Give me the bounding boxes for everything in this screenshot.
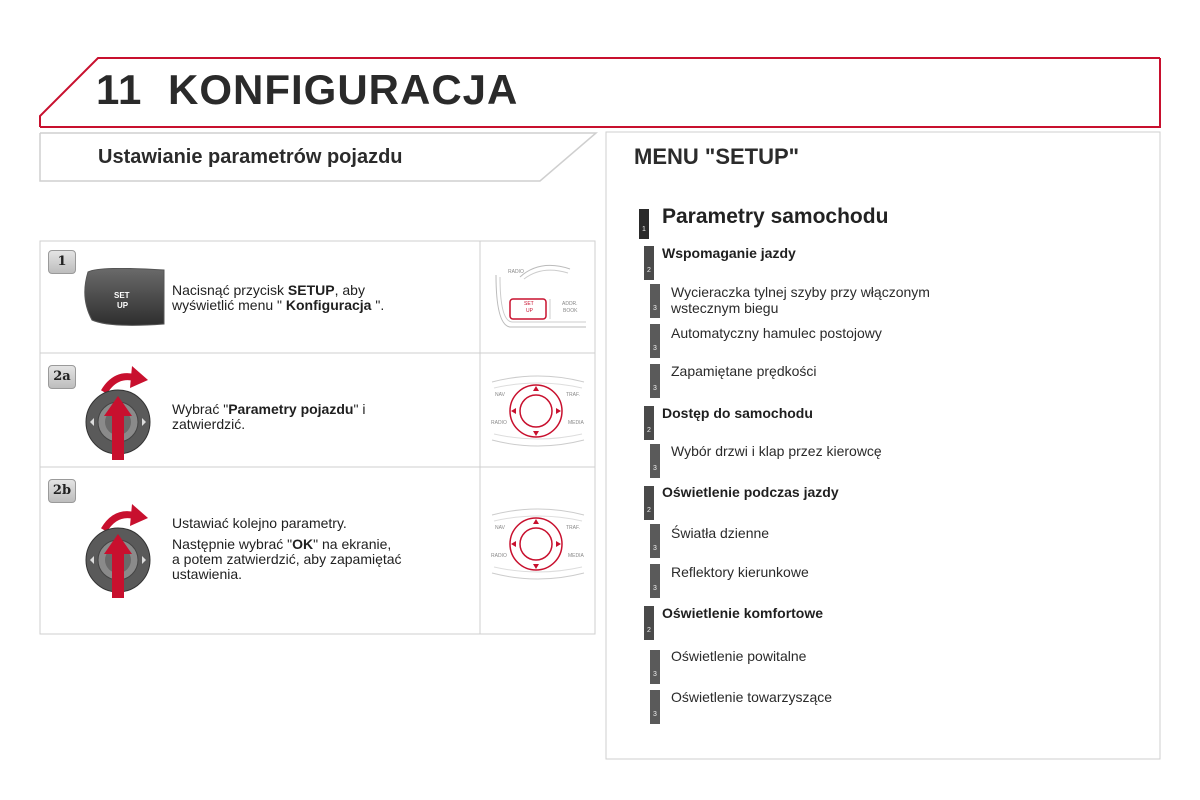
- chapter-title: KONFIGURACJA: [168, 66, 519, 113]
- menu-group-3[interactable]: Oświetlenie podczas jazdy: [662, 484, 839, 500]
- step-2b-b1: OK: [292, 536, 314, 552]
- dial-traf-label-2b: TRAF.: [566, 525, 580, 531]
- step-2b-line1: Ustawiać kolejno parametry.: [172, 515, 347, 531]
- level-marker-3: [650, 364, 660, 398]
- level-num: 2: [647, 267, 651, 274]
- step-2b-line3: a potem zatwierdzić, aby zapamiętać: [172, 551, 402, 567]
- step-1-t3: wyświetlić menu ": [172, 297, 286, 313]
- dial-drawing-2a: [488, 372, 588, 450]
- level-marker-2: [644, 406, 654, 440]
- dial-nav-label-2b: NAV: [495, 525, 505, 531]
- step-badge-2a: 2a: [48, 365, 76, 389]
- level-marker-3: [650, 650, 660, 684]
- menu-item[interactable]: Światła dzienne: [671, 525, 770, 541]
- level-num: 1: [642, 226, 646, 233]
- level-num: 2: [647, 507, 651, 514]
- step-1-b2: Konfiguracja: [285, 297, 372, 313]
- level-marker-3: [650, 284, 660, 318]
- menu-group-4[interactable]: Oświetlenie komfortowe: [662, 605, 824, 621]
- panel-addr-label: ADDR.: [562, 301, 578, 307]
- control-panel-illustration: [490, 255, 590, 335]
- menu-item[interactable]: [671, 284, 930, 316]
- dial-illustration-2a: [488, 372, 588, 450]
- step-2a-t1: Wybrać ": [172, 401, 229, 417]
- level-marker-3: [650, 690, 660, 724]
- setup-button[interactable]: [80, 268, 166, 326]
- panel-radio-label: RADIO: [508, 269, 524, 275]
- level-num: 3: [653, 671, 657, 678]
- rotary-knob-icon[interactable]: [82, 362, 154, 462]
- level-marker-2: [644, 606, 654, 640]
- level-marker-3: [650, 324, 660, 358]
- level-marker-2: [644, 246, 654, 280]
- dial-traf-label: TRAF.: [566, 392, 580, 398]
- dial-radio-label-2b: RADIO: [491, 553, 507, 559]
- menu-group-2[interactable]: Dostęp do samochodu: [662, 405, 813, 421]
- menu-item-line: wstecznym biegu: [671, 300, 779, 316]
- level-num: 2: [647, 627, 651, 634]
- step-badge-1: 1: [48, 250, 76, 274]
- step-2b-text: [172, 516, 472, 582]
- dial-media-label: MEDIA: [568, 420, 584, 426]
- panel-set-label: SET: [524, 301, 534, 307]
- setup-button-label-2: UP: [117, 301, 129, 310]
- chapter-number: 11: [96, 66, 143, 113]
- menu-item[interactable]: Wybór drzwi i klap przez kierowcę: [671, 443, 882, 459]
- level-num: 3: [653, 585, 657, 592]
- step-1-t4: ".: [371, 297, 385, 313]
- dial-drawing-2b: [488, 505, 588, 583]
- level-marker-3: [650, 444, 660, 478]
- level-marker-3: [650, 564, 660, 598]
- setup-button-label-1: SET: [114, 291, 130, 300]
- menu-item[interactable]: Reflektory kierunkowe: [671, 564, 809, 580]
- step-2a-t2: " i: [353, 401, 366, 417]
- panel-book-label: BOOK: [563, 308, 578, 314]
- panel-up-label: UP: [526, 308, 533, 314]
- step-1-text: [172, 283, 472, 313]
- menu-item-line: Wycieraczka tylnej szyby przy włączonym: [671, 284, 930, 300]
- level-num: 3: [653, 385, 657, 392]
- step-1-t2: , aby: [334, 282, 365, 298]
- step-1-t1: Nacisnąć przycisk: [172, 282, 288, 298]
- dial-media-label-2b: MEDIA: [568, 553, 584, 559]
- step-2b-t1: Następnie wybrać ": [172, 536, 293, 552]
- dial-radio-label: RADIO: [491, 420, 507, 426]
- level-num: 3: [653, 345, 657, 352]
- rotary-knob-icon-2b[interactable]: [82, 500, 154, 600]
- level-num: 3: [653, 305, 657, 312]
- step-2a-text: [172, 402, 472, 432]
- level-num: 2: [647, 427, 651, 434]
- level-marker-2: [644, 486, 654, 520]
- level-num: 3: [653, 465, 657, 472]
- control-panel-drawing: [490, 255, 590, 335]
- step-2a-t3: zatwierdzić.: [172, 416, 246, 432]
- level-num: 3: [653, 711, 657, 718]
- dial-nav-label: NAV: [495, 392, 505, 398]
- step-2b-t2: " na ekranie,: [313, 536, 392, 552]
- step-1-b1: SETUP: [287, 282, 335, 298]
- menu-root-title: Parametry samochodu: [662, 205, 889, 228]
- menu-item[interactable]: Zapamiętane prędkości: [671, 363, 817, 379]
- menu-title: MENU "SETUP": [634, 144, 800, 169]
- section-title: Ustawianie parametrów pojazdu: [98, 146, 403, 168]
- dial-illustration-2b: [488, 505, 588, 583]
- step-2b-line4: ustawienia.: [172, 566, 243, 582]
- menu-item[interactable]: Oświetlenie towarzyszące: [671, 689, 833, 705]
- level-num: 3: [653, 545, 657, 552]
- level-marker-1: [639, 209, 649, 239]
- step-badge-2b: 2b: [48, 479, 76, 503]
- menu-group-1[interactable]: Wspomaganie jazdy: [662, 245, 796, 261]
- level-marker-3: [650, 524, 660, 558]
- menu-item[interactable]: Oświetlenie powitalne: [671, 648, 807, 664]
- step-2a-b1: Parametry pojazdu: [228, 401, 354, 417]
- menu-item[interactable]: Automatyczny hamulec postojowy: [671, 325, 882, 341]
